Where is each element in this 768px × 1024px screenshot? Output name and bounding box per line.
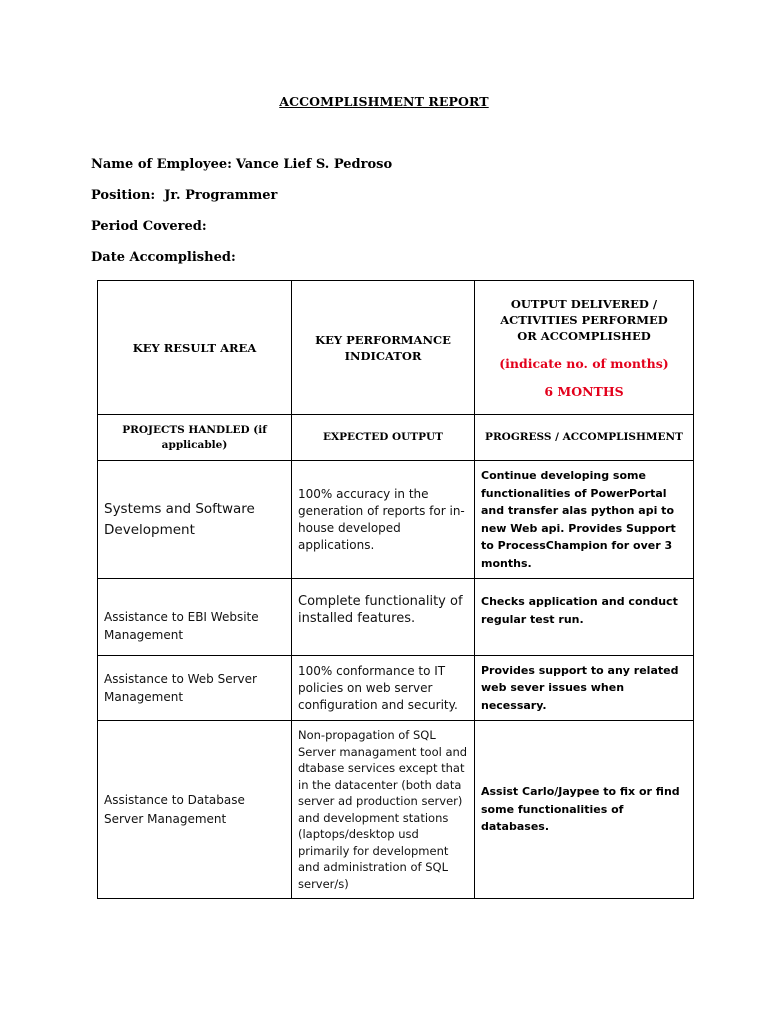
position-label: Position: [91,188,156,203]
row-key-result-area: Assistance to Database Server Management [98,721,292,899]
table-row [98,721,694,899]
header-months-value: 6 MONTHS [544,383,624,399]
row-key-result-area: Assistance to EBI Website Management [98,579,292,656]
table-row [98,461,694,579]
subheader-expected-output: EXPECTED OUTPUT [292,415,475,461]
report-title: ACCOMPLISHMENT REPORT [279,94,489,109]
position-value: Jr. Programmer [164,188,278,203]
date-accomplished-label: Date Accomplished: [91,250,236,265]
employee-name-label: Name of Employee: [91,157,232,172]
header-key-performance-indicator: KEY PERFORMANCE INDICATOR [292,281,475,415]
row-expected-output: 100% accuracy in the generation of reports for in-house developed applications. [292,461,475,579]
row-accomplishment: Continue developing some functionalities of PowerPortal and transfer alas python api to new Web api. Provides Support to ProcessChampion for over 3 months. [475,461,694,579]
header-key-result-area: KEY RESULT AREA [98,281,292,415]
header-months-note: (indicate no. of months) [499,355,669,371]
position-field [91,188,277,203]
table-row [98,656,694,721]
row-expected-output: Non-propagation of SQL Server managament tool and dtabase services except that in the datacenter (both data server ad production server) and development stations (laptops/desktop usd primarily for development and administration of SQL server/s) [292,721,475,899]
period-covered-field [91,219,211,234]
row-accomplishment: Assist Carlo/Jaypee to fix or find some functionalities of databases. [475,721,694,899]
row-key-result-area: Assistance to Web Server Management [98,656,292,721]
table-row [98,579,694,656]
accomplishment-table [97,280,694,899]
table-subheader-row [98,415,694,461]
row-accomplishment: Provides support to any related web sever issues when necessary. [475,656,694,721]
row-key-result-area: Systems and Software Development [98,461,292,579]
row-expected-output: 100% conformance to IT policies on web server configuration and security. [292,656,475,721]
row-expected-output: Complete functionality of installed features. [292,579,475,656]
header-output-delivered [475,281,694,415]
employee-name-value: Vance Lief S. Pedroso [235,157,393,172]
subheader-progress: PROGRESS / ACCOMPLISHMENT [475,415,694,461]
row-accomplishment: Checks application and conduct regular test run. [475,579,694,656]
employee-name-field [91,157,392,172]
table-header-row [98,281,694,415]
header-output-delivered-label: OUTPUT DELIVERED / ACTIVITIES PERFORMED OR ACCOMPLISHED [500,296,668,343]
date-accomplished-field [91,250,240,265]
subheader-projects-handled: PROJECTS HANDLED (if applicable) [98,415,292,461]
period-covered-label: Period Covered: [91,219,207,234]
